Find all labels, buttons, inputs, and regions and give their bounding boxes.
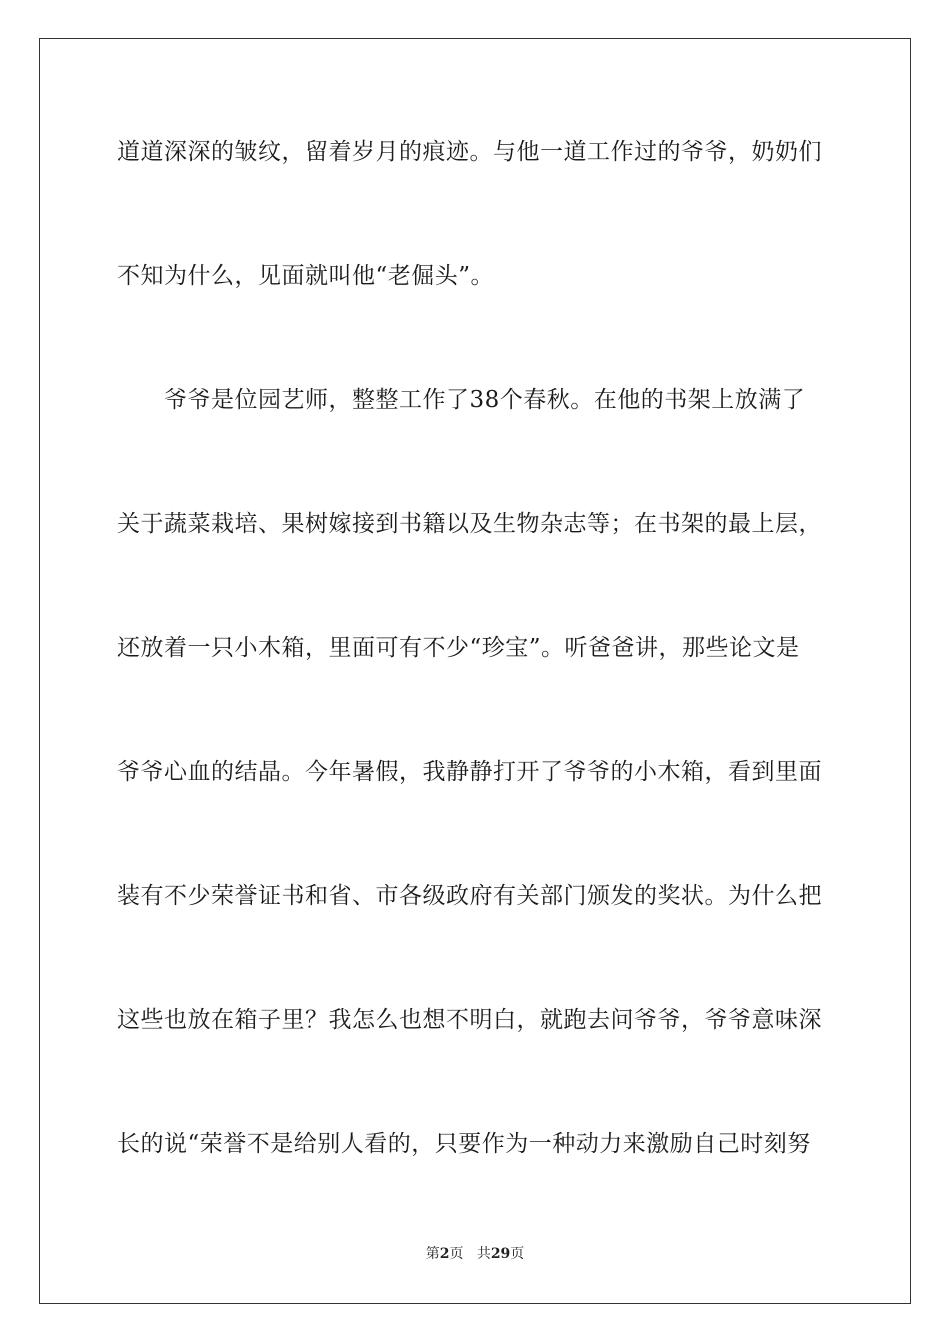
total-suffix: 页 (510, 1246, 525, 1262)
page-footer (0, 1245, 950, 1263)
total-pages: 29 (490, 1246, 511, 1262)
text-line-8: 这些也放在箱子里？我怎么也想不明白，就跑去问爷爷，爷爷意味深 (117, 1007, 822, 1033)
page-frame (39, 38, 911, 1304)
text-line-7: 装有不少荣誉证书和省、市各级政府有关部门颁发的奖状。为什么把 (117, 883, 822, 909)
page-prefix: 第 (425, 1246, 440, 1262)
text-line-2: 不知为什么，见面就叫他“老倔头”。 (117, 263, 495, 289)
text-line-4: 关于蔬菜栽培、果树嫁接到书籍以及生物杂志等；在书架的最上层， (117, 511, 822, 537)
text-line-5: 还放着一只小木箱，里面可有不少“珍宝”。听爸爸讲，那些论文是 (117, 635, 800, 661)
page-number: 2 (439, 1246, 450, 1262)
text-line-3: 爷爷是位园艺师，整整工作了38个春秋。在他的书架上放满了 (164, 387, 806, 413)
page-suffix: 页 (449, 1246, 464, 1262)
total-prefix: 共 (476, 1246, 491, 1262)
text-line-9: 长的说“荣誉不是给别人看的，只要作为一种动力来激励自己时刻努 (117, 1131, 811, 1157)
text-line-6: 爷爷心血的结晶。今年暑假，我静静打开了爷爷的小木箱，看到里面 (117, 759, 822, 785)
text-line-1: 道道深深的皱纹，留着岁月的痕迹。与他一道工作过的爷爷，奶奶们 (117, 139, 822, 165)
